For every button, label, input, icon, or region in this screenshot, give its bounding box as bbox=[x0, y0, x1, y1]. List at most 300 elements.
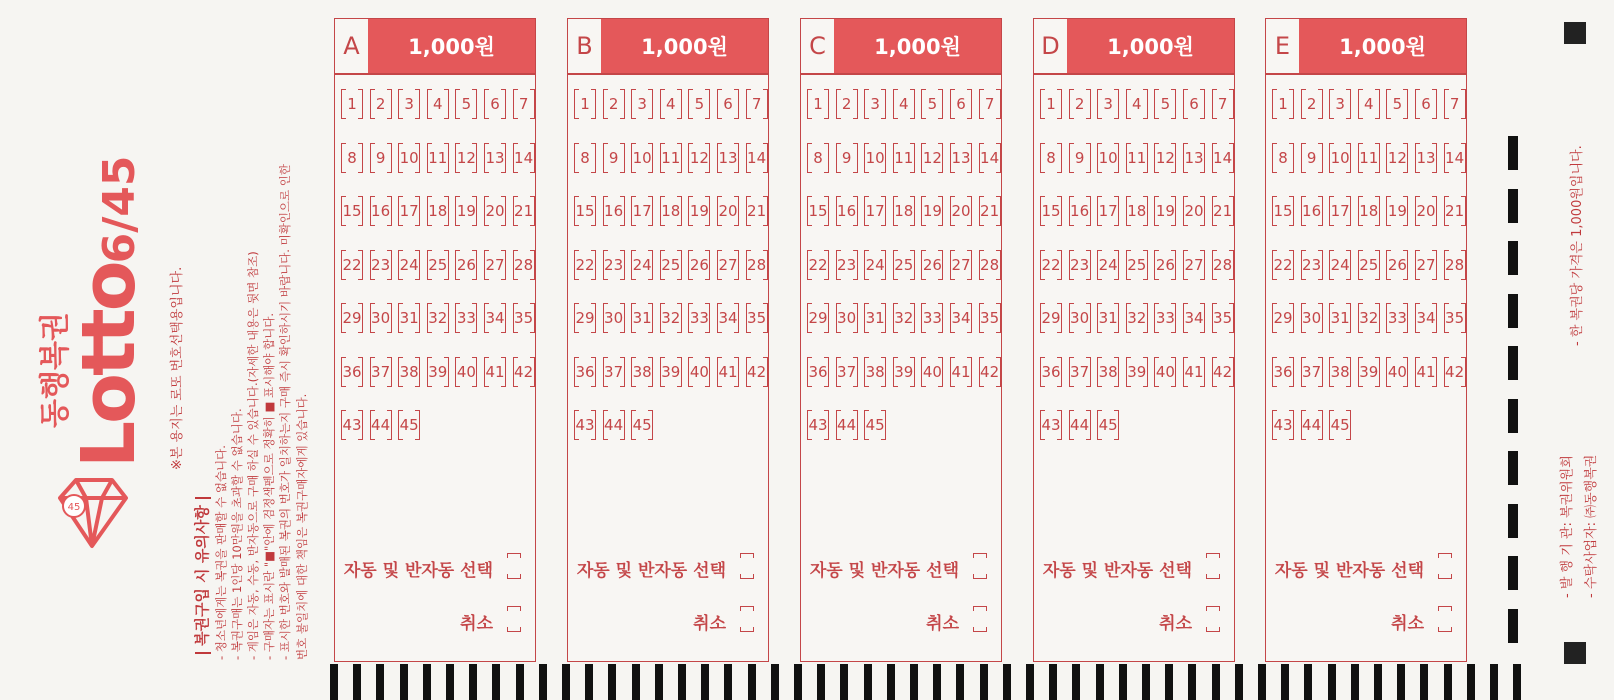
number-box[interactable]: 20 bbox=[485, 196, 505, 226]
number-box[interactable]: 9 bbox=[1302, 143, 1322, 173]
number-box[interactable]: 21 bbox=[514, 196, 534, 226]
number-box[interactable]: 36 bbox=[1041, 357, 1061, 387]
bottom-timing-mark bbox=[492, 664, 500, 700]
auto-select-label: 자동 및 반자동 선택 bbox=[1042, 561, 1192, 581]
number-box[interactable]: 12 bbox=[456, 143, 476, 173]
number-box[interactable]: 38 bbox=[399, 357, 419, 387]
number-box[interactable]: 5 bbox=[456, 89, 476, 119]
number-box[interactable]: 45 bbox=[399, 410, 419, 440]
bottom-timing-mark bbox=[469, 664, 477, 700]
number-box[interactable]: 29 bbox=[575, 303, 595, 333]
number-box[interactable]: 33 bbox=[456, 303, 476, 333]
number-box[interactable]: 39 bbox=[661, 357, 681, 387]
bottom-timing-mark bbox=[1328, 664, 1336, 700]
number-box[interactable]: 2 bbox=[371, 89, 391, 119]
bottom-timing-mark bbox=[608, 664, 616, 700]
number-box[interactable]: 12 bbox=[922, 143, 942, 173]
number-box[interactable]: 19 bbox=[922, 196, 942, 226]
number-box[interactable]: 15 bbox=[342, 196, 362, 226]
number-box[interactable]: 2 bbox=[837, 89, 857, 119]
number-box[interactable]: 15 bbox=[808, 196, 828, 226]
number-box[interactable]: 44 bbox=[837, 410, 857, 440]
number-box[interactable]: 21 bbox=[1445, 196, 1465, 226]
auto-select-label: 자동 및 반자동 선택 bbox=[1274, 561, 1424, 581]
lotto-logo bbox=[66, 155, 152, 468]
number-box[interactable]: 32 bbox=[1359, 303, 1379, 333]
corner-mark-top bbox=[1564, 22, 1586, 44]
game-slip-a bbox=[334, 18, 536, 662]
cancel-checkbox[interactable] bbox=[973, 606, 987, 632]
number-box[interactable]: 2 bbox=[1070, 89, 1090, 119]
number-box[interactable]: 5 bbox=[1155, 89, 1175, 119]
number-box[interactable]: 40 bbox=[689, 357, 709, 387]
number-box[interactable]: 7 bbox=[514, 89, 534, 119]
number-box[interactable]: 14 bbox=[747, 143, 767, 173]
number-box[interactable]: 16 bbox=[1070, 196, 1090, 226]
number-box[interactable]: 28 bbox=[747, 250, 767, 280]
number-box[interactable]: 36 bbox=[342, 357, 362, 387]
number-box[interactable]: 22 bbox=[1041, 250, 1061, 280]
cancel-checkbox[interactable] bbox=[1438, 606, 1452, 632]
number-box[interactable]: 34 bbox=[718, 303, 738, 333]
game-slip-e bbox=[1265, 18, 1467, 662]
number-box[interactable]: 13 bbox=[1184, 143, 1204, 173]
number-box[interactable]: 21 bbox=[747, 196, 767, 226]
number-box[interactable]: 2 bbox=[604, 89, 624, 119]
number-box[interactable]: 34 bbox=[1184, 303, 1204, 333]
number-box[interactable]: 44 bbox=[371, 410, 391, 440]
number-box[interactable]: 41 bbox=[1416, 357, 1436, 387]
number-box[interactable]: 18 bbox=[1127, 196, 1147, 226]
number-box[interactable]: 11 bbox=[894, 143, 914, 173]
timing-mark bbox=[1508, 504, 1518, 538]
number-box[interactable]: 17 bbox=[1330, 196, 1350, 226]
number-box[interactable]: 18 bbox=[894, 196, 914, 226]
number-box[interactable]: 26 bbox=[1387, 250, 1407, 280]
number-box[interactable]: 30 bbox=[604, 303, 624, 333]
number-box[interactable]: 29 bbox=[1041, 303, 1061, 333]
note-line: - 복권구매는 1인당 10만원을 초과할 수 없습니다. bbox=[229, 408, 244, 660]
number-box[interactable]: 26 bbox=[689, 250, 709, 280]
number-box[interactable]: 41 bbox=[951, 357, 971, 387]
number-box[interactable]: 25 bbox=[1127, 250, 1147, 280]
number-box[interactable]: 10 bbox=[632, 143, 652, 173]
number-box[interactable]: 19 bbox=[456, 196, 476, 226]
number-box[interactable]: 15 bbox=[1041, 196, 1061, 226]
number-box[interactable]: 14 bbox=[980, 143, 1000, 173]
number-box[interactable]: 7 bbox=[747, 89, 767, 119]
number-box[interactable]: 32 bbox=[428, 303, 448, 333]
number-box[interactable]: 37 bbox=[604, 357, 624, 387]
number-box[interactable]: 30 bbox=[837, 303, 857, 333]
number-box[interactable]: 13 bbox=[951, 143, 971, 173]
number-box[interactable]: 16 bbox=[1302, 196, 1322, 226]
auto-select-label: 자동 및 반자동 선택 bbox=[576, 561, 726, 581]
bottom-timing-mark bbox=[1003, 664, 1011, 700]
auto-select-checkbox[interactable] bbox=[740, 553, 754, 579]
number-box[interactable]: 1 bbox=[342, 89, 362, 119]
bottom-timing-mark bbox=[585, 664, 593, 700]
number-box[interactable]: 27 bbox=[485, 250, 505, 280]
auto-select-checkbox[interactable] bbox=[1206, 553, 1220, 579]
number-box[interactable]: 42 bbox=[514, 357, 534, 387]
number-box[interactable]: 40 bbox=[1155, 357, 1175, 387]
number-box[interactable]: 18 bbox=[661, 196, 681, 226]
timing-mark bbox=[1508, 451, 1518, 485]
number-box[interactable]: 41 bbox=[1184, 357, 1204, 387]
number-box[interactable]: 33 bbox=[1155, 303, 1175, 333]
number-box[interactable]: 24 bbox=[1098, 250, 1118, 280]
number-box[interactable]: 25 bbox=[894, 250, 914, 280]
number-box[interactable]: 12 bbox=[1155, 143, 1175, 173]
number-box[interactable]: 20 bbox=[1416, 196, 1436, 226]
number-box[interactable]: 1 bbox=[1273, 89, 1293, 119]
number-box[interactable]: 18 bbox=[1359, 196, 1379, 226]
number-box[interactable]: 8 bbox=[1041, 143, 1061, 173]
note-line: - 표시한 번호와 발매된 복권의 번호가 일치하는지 구매 즉시 확인하시기 바랍니다. 미확인으로 인한 bbox=[278, 163, 293, 660]
number-box[interactable]: 7 bbox=[1445, 89, 1465, 119]
number-box[interactable]: 3 bbox=[399, 89, 419, 119]
number-box[interactable]: 31 bbox=[1098, 303, 1118, 333]
number-box[interactable]: 10 bbox=[399, 143, 419, 173]
slip-header bbox=[568, 19, 768, 73]
number-box[interactable]: 27 bbox=[951, 250, 971, 280]
number-box[interactable]: 15 bbox=[575, 196, 595, 226]
number-box[interactable]: 33 bbox=[922, 303, 942, 333]
number-box[interactable]: 6 bbox=[485, 89, 505, 119]
logo-text: Lotto bbox=[66, 263, 152, 468]
number-box[interactable]: 1 bbox=[575, 89, 595, 119]
number-box[interactable]: 20 bbox=[1184, 196, 1204, 226]
slip-price: 1,000원 bbox=[368, 19, 535, 73]
game-slip-c bbox=[800, 18, 1002, 662]
number-box[interactable]: 43 bbox=[575, 410, 595, 440]
number-box[interactable]: 39 bbox=[894, 357, 914, 387]
cancel-checkbox[interactable] bbox=[740, 606, 754, 632]
number-box[interactable]: 23 bbox=[604, 250, 624, 280]
slip-letter: D bbox=[1041, 32, 1060, 60]
number-box[interactable]: 4 bbox=[1127, 89, 1147, 119]
bottom-timing-mark bbox=[771, 664, 779, 700]
auto-select-checkbox[interactable] bbox=[1438, 553, 1452, 579]
slip-divider bbox=[801, 73, 1001, 75]
auto-select-label: 자동 및 반자동 선택 bbox=[809, 561, 959, 581]
number-box[interactable]: 12 bbox=[689, 143, 709, 173]
number-box[interactable]: 22 bbox=[808, 250, 828, 280]
number-box[interactable]: 38 bbox=[1330, 357, 1350, 387]
number-box[interactable]: 32 bbox=[661, 303, 681, 333]
number-box[interactable]: 17 bbox=[865, 196, 885, 226]
slip-header bbox=[335, 19, 535, 73]
number-box[interactable]: 5 bbox=[1387, 89, 1407, 119]
bottom-timing-mark bbox=[353, 664, 361, 700]
number-box[interactable]: 35 bbox=[980, 303, 1000, 333]
bottom-timing-mark bbox=[1351, 664, 1359, 700]
bottom-timing-mark bbox=[1467, 664, 1475, 700]
number-box[interactable]: 22 bbox=[342, 250, 362, 280]
number-box[interactable]: 9 bbox=[837, 143, 857, 173]
number-box[interactable]: 17 bbox=[632, 196, 652, 226]
cancel-checkbox[interactable] bbox=[1206, 606, 1220, 632]
number-box[interactable]: 40 bbox=[1387, 357, 1407, 387]
number-box[interactable]: 4 bbox=[894, 89, 914, 119]
bottom-timing-mark bbox=[376, 664, 384, 700]
auto-select-checkbox[interactable] bbox=[507, 553, 521, 579]
number-box[interactable]: 43 bbox=[1273, 410, 1293, 440]
slip-divider bbox=[568, 73, 768, 75]
number-box[interactable]: 37 bbox=[1070, 357, 1090, 387]
number-box[interactable]: 9 bbox=[1070, 143, 1090, 173]
number-box[interactable]: 33 bbox=[689, 303, 709, 333]
slip-letter: B bbox=[576, 32, 593, 60]
number-box[interactable]: 30 bbox=[1302, 303, 1322, 333]
cancel-label: 취소 bbox=[1391, 614, 1424, 634]
number-box[interactable]: 23 bbox=[837, 250, 857, 280]
number-box[interactable]: 40 bbox=[456, 357, 476, 387]
number-box[interactable]: 42 bbox=[747, 357, 767, 387]
bottom-timing-mark bbox=[1374, 664, 1382, 700]
number-box[interactable]: 5 bbox=[922, 89, 942, 119]
number-box[interactable]: 29 bbox=[808, 303, 828, 333]
number-box[interactable]: 19 bbox=[1155, 196, 1175, 226]
number-box[interactable]: 11 bbox=[661, 143, 681, 173]
bottom-timing-mark bbox=[1096, 664, 1104, 700]
corner-mark-bottom bbox=[1564, 642, 1586, 664]
number-box[interactable]: 28 bbox=[1213, 250, 1233, 280]
number-box[interactable]: 30 bbox=[1070, 303, 1090, 333]
number-box[interactable]: 6 bbox=[1416, 89, 1436, 119]
number-box[interactable]: 44 bbox=[604, 410, 624, 440]
number-box[interactable]: 23 bbox=[1070, 250, 1090, 280]
number-box[interactable]: 11 bbox=[428, 143, 448, 173]
number-box[interactable]: 26 bbox=[922, 250, 942, 280]
number-box[interactable]: 42 bbox=[980, 357, 1000, 387]
number-box[interactable]: 8 bbox=[342, 143, 362, 173]
number-box[interactable]: 27 bbox=[1184, 250, 1204, 280]
number-box[interactable]: 6 bbox=[1184, 89, 1204, 119]
bottom-timing-mark bbox=[794, 664, 802, 700]
number-box[interactable]: 7 bbox=[980, 89, 1000, 119]
number-box[interactable]: 18 bbox=[428, 196, 448, 226]
slip-letter: C bbox=[809, 32, 826, 60]
bottom-timing-mark bbox=[933, 664, 941, 700]
number-box[interactable]: 19 bbox=[1387, 196, 1407, 226]
number-box[interactable]: 13 bbox=[1416, 143, 1436, 173]
number-box[interactable]: 43 bbox=[808, 410, 828, 440]
number-box[interactable]: 28 bbox=[1445, 250, 1465, 280]
cancel-label: 취소 bbox=[926, 614, 959, 634]
note-line: - 게임은 자동, 수동, 반자동으로 구매 하실 수 있습니다.(자세한 내용은 뒷면 참조) bbox=[245, 251, 260, 660]
number-box[interactable]: 38 bbox=[865, 357, 885, 387]
number-box[interactable]: 44 bbox=[1070, 410, 1090, 440]
number-box[interactable]: 11 bbox=[1127, 143, 1147, 173]
number-box[interactable]: 25 bbox=[1359, 250, 1379, 280]
number-box[interactable]: 24 bbox=[632, 250, 652, 280]
bottom-timing-mark bbox=[724, 664, 732, 700]
timing-mark bbox=[1508, 136, 1518, 170]
game-slip-d bbox=[1033, 18, 1235, 662]
slip-header bbox=[1266, 19, 1466, 73]
number-box[interactable]: 14 bbox=[1445, 143, 1465, 173]
number-box[interactable]: 29 bbox=[342, 303, 362, 333]
number-box[interactable]: 40 bbox=[922, 357, 942, 387]
number-box[interactable]: 5 bbox=[689, 89, 709, 119]
bottom-timing-mark bbox=[400, 664, 408, 700]
number-box[interactable]: 33 bbox=[1387, 303, 1407, 333]
number-box[interactable]: 36 bbox=[575, 357, 595, 387]
number-box[interactable]: 43 bbox=[342, 410, 362, 440]
number-box[interactable]: 16 bbox=[604, 196, 624, 226]
cancel-label: 취소 bbox=[460, 614, 493, 634]
number-box[interactable]: 32 bbox=[894, 303, 914, 333]
number-box[interactable]: 28 bbox=[514, 250, 534, 280]
bottom-timing-mark bbox=[1281, 664, 1289, 700]
number-box[interactable]: 38 bbox=[632, 357, 652, 387]
number-box[interactable]: 31 bbox=[1330, 303, 1350, 333]
cancel-checkbox[interactable] bbox=[507, 606, 521, 632]
number-box[interactable]: 8 bbox=[575, 143, 595, 173]
number-box[interactable]: 20 bbox=[718, 196, 738, 226]
number-box[interactable]: 7 bbox=[1213, 89, 1233, 119]
number-box[interactable]: 11 bbox=[1359, 143, 1379, 173]
slip-header bbox=[801, 19, 1001, 73]
number-box[interactable]: 37 bbox=[371, 357, 391, 387]
number-box[interactable]: 35 bbox=[1213, 303, 1233, 333]
number-box[interactable]: 28 bbox=[980, 250, 1000, 280]
number-box[interactable]: 45 bbox=[1098, 410, 1118, 440]
number-box[interactable]: 1 bbox=[808, 89, 828, 119]
number-box[interactable]: 19 bbox=[689, 196, 709, 226]
number-box[interactable]: 13 bbox=[485, 143, 505, 173]
number-box[interactable]: 34 bbox=[951, 303, 971, 333]
number-box[interactable]: 22 bbox=[1273, 250, 1293, 280]
number-box[interactable]: 3 bbox=[632, 89, 652, 119]
number-box[interactable]: 27 bbox=[718, 250, 738, 280]
number-box[interactable]: 22 bbox=[575, 250, 595, 280]
number-box[interactable]: 42 bbox=[1445, 357, 1465, 387]
number-box[interactable]: 36 bbox=[1273, 357, 1293, 387]
number-box[interactable]: 35 bbox=[1445, 303, 1465, 333]
number-box[interactable]: 26 bbox=[1155, 250, 1175, 280]
bottom-timing-mark bbox=[701, 664, 709, 700]
bottom-timing-mark bbox=[980, 664, 988, 700]
issuer-info bbox=[1556, 455, 1604, 598]
number-box[interactable]: 9 bbox=[604, 143, 624, 173]
number-box[interactable]: 44 bbox=[1302, 410, 1322, 440]
number-box[interactable]: 34 bbox=[485, 303, 505, 333]
number-box[interactable]: 25 bbox=[428, 250, 448, 280]
number-box[interactable]: 6 bbox=[951, 89, 971, 119]
number-box[interactable]: 41 bbox=[485, 357, 505, 387]
number-box[interactable]: 45 bbox=[865, 410, 885, 440]
number-box[interactable]: 4 bbox=[1359, 89, 1379, 119]
bottom-timing-mark bbox=[887, 664, 895, 700]
number-box[interactable]: 23 bbox=[371, 250, 391, 280]
number-box[interactable]: 41 bbox=[718, 357, 738, 387]
bottom-timing-mark bbox=[1072, 664, 1080, 700]
number-box[interactable]: 31 bbox=[632, 303, 652, 333]
number-box[interactable]: 35 bbox=[514, 303, 534, 333]
note-line: 번호 불일치에 대한 책임은 복권구매자에게 있습니다. bbox=[294, 393, 309, 660]
number-box[interactable]: 24 bbox=[865, 250, 885, 280]
number-box[interactable]: 24 bbox=[399, 250, 419, 280]
number-box[interactable]: 39 bbox=[1127, 357, 1147, 387]
game-slip-b bbox=[567, 18, 769, 662]
number-box[interactable]: 31 bbox=[399, 303, 419, 333]
number-box[interactable]: 3 bbox=[865, 89, 885, 119]
number-box[interactable]: 17 bbox=[399, 196, 419, 226]
number-box[interactable]: 14 bbox=[514, 143, 534, 173]
number-box[interactable]: 6 bbox=[718, 89, 738, 119]
number-box[interactable]: 21 bbox=[980, 196, 1000, 226]
number-box[interactable]: 20 bbox=[951, 196, 971, 226]
number-box[interactable]: 8 bbox=[1273, 143, 1293, 173]
number-box[interactable]: 43 bbox=[1041, 410, 1061, 440]
number-box[interactable]: 3 bbox=[1098, 89, 1118, 119]
number-box[interactable]: 12 bbox=[1387, 143, 1407, 173]
number-box[interactable]: 21 bbox=[1213, 196, 1233, 226]
number-box[interactable]: 31 bbox=[865, 303, 885, 333]
number-box[interactable]: 30 bbox=[371, 303, 391, 333]
auto-select-checkbox[interactable] bbox=[973, 553, 987, 579]
number-box[interactable]: 15 bbox=[1273, 196, 1293, 226]
number-box[interactable]: 16 bbox=[371, 196, 391, 226]
number-box[interactable]: 42 bbox=[1213, 357, 1233, 387]
number-box[interactable]: 45 bbox=[632, 410, 652, 440]
bottom-timing-mark bbox=[655, 664, 663, 700]
number-box[interactable]: 13 bbox=[718, 143, 738, 173]
number-box[interactable]: 34 bbox=[1416, 303, 1436, 333]
number-box[interactable]: 2 bbox=[1302, 89, 1322, 119]
number-box[interactable]: 37 bbox=[1302, 357, 1322, 387]
number-box[interactable]: 29 bbox=[1273, 303, 1293, 333]
number-box[interactable]: 16 bbox=[837, 196, 857, 226]
number-box[interactable]: 27 bbox=[1416, 250, 1436, 280]
bottom-timing-mark bbox=[1142, 664, 1150, 700]
number-box[interactable]: 23 bbox=[1302, 250, 1322, 280]
number-box[interactable]: 17 bbox=[1098, 196, 1118, 226]
number-box[interactable]: 32 bbox=[1127, 303, 1147, 333]
number-box[interactable]: 10 bbox=[1098, 143, 1118, 173]
number-box[interactable]: 24 bbox=[1330, 250, 1350, 280]
number-box[interactable]: 45 bbox=[1330, 410, 1350, 440]
number-box[interactable]: 10 bbox=[1330, 143, 1350, 173]
number-box[interactable]: 9 bbox=[371, 143, 391, 173]
number-box[interactable]: 14 bbox=[1213, 143, 1233, 173]
number-box[interactable]: 25 bbox=[661, 250, 681, 280]
timing-mark bbox=[1508, 189, 1518, 223]
number-box[interactable]: 8 bbox=[808, 143, 828, 173]
number-box[interactable]: 36 bbox=[808, 357, 828, 387]
number-box[interactable]: 38 bbox=[1098, 357, 1118, 387]
cancel-label: 취소 bbox=[693, 614, 726, 634]
number-box[interactable]: 4 bbox=[428, 89, 448, 119]
number-box[interactable]: 35 bbox=[747, 303, 767, 333]
number-box[interactable]: 1 bbox=[1041, 89, 1061, 119]
number-box[interactable]: 4 bbox=[661, 89, 681, 119]
timing-mark bbox=[1508, 294, 1518, 328]
bottom-timing-mark bbox=[748, 664, 756, 700]
number-box[interactable]: 26 bbox=[456, 250, 476, 280]
lotto-crown-logo bbox=[52, 470, 132, 555]
number-box[interactable]: 37 bbox=[837, 357, 857, 387]
slip-divider bbox=[335, 73, 535, 75]
number-box[interactable]: 3 bbox=[1330, 89, 1350, 119]
bottom-timing-mark bbox=[1513, 664, 1521, 700]
number-box[interactable]: 39 bbox=[1359, 357, 1379, 387]
number-box[interactable]: 10 bbox=[865, 143, 885, 173]
number-box[interactable]: 39 bbox=[428, 357, 448, 387]
